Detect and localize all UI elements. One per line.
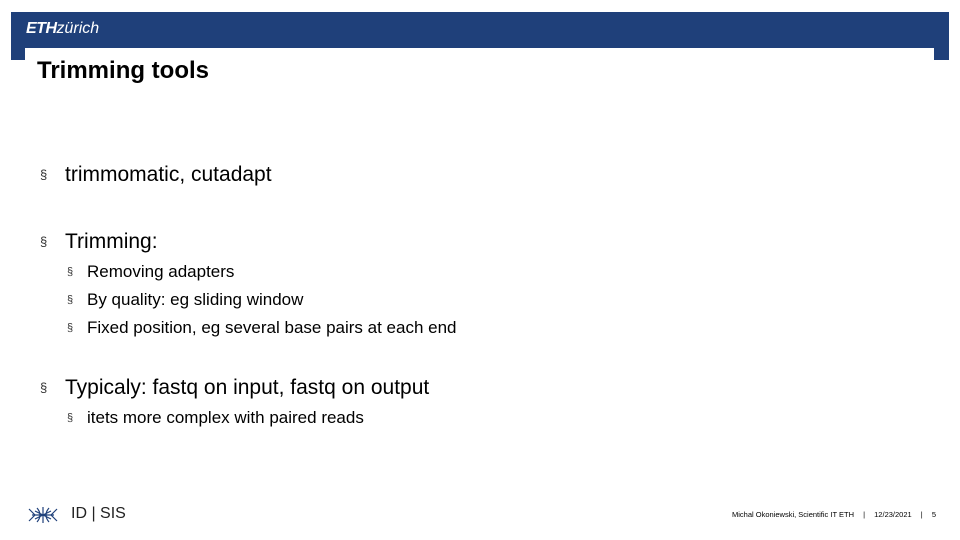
bullet-marker-icon: § (67, 322, 74, 334)
footer-date: 12/23/2021 (874, 510, 912, 519)
sub-bullet-text: By quality: eg sliding window (87, 290, 304, 309)
sub-bullet-text: Fixed position, eg several base pairs at each end (87, 318, 457, 337)
footer-page-number: 5 (931, 510, 936, 519)
bullet-item (40, 229, 158, 255)
footer-unit: ID | SIS (71, 505, 126, 522)
bullet-marker-icon: § (67, 266, 74, 278)
bullet-item (40, 162, 272, 188)
sub-bullet-item (67, 289, 303, 311)
bullet-marker-icon: § (67, 294, 74, 306)
bullet-item (40, 375, 429, 401)
logo-zurich-text: zürich (56, 20, 100, 37)
sub-bullet-text: Removing adapters (87, 262, 235, 281)
sub-bullet-item (67, 317, 457, 339)
bullet-text: Trimming: (65, 230, 158, 253)
bullet-text: trimmomatic, cutadapt (65, 163, 272, 186)
bullet-marker-icon: § (40, 380, 48, 395)
footer-separator: | (920, 510, 923, 519)
eth-logo (26, 19, 99, 39)
sub-bullet-text: itets more complex with paired reads (87, 408, 364, 427)
footer-separator: | (863, 510, 866, 519)
footer-meta (732, 509, 936, 521)
eth-fingerprint-logo-icon (27, 505, 59, 525)
footer-author: Michal Okoniewski, Scientific IT ETH (732, 510, 854, 519)
sub-bullet-item (67, 261, 234, 283)
bullet-marker-icon: § (40, 234, 48, 249)
slide-title: Trimming tools (37, 57, 210, 84)
bullet-marker-icon: § (67, 412, 74, 424)
logo-eth-text: ETH (26, 20, 57, 37)
bullet-marker-icon: § (40, 167, 48, 182)
bullet-text: Typicaly: fastq on input, fastq on output (65, 376, 430, 399)
sub-bullet-item (67, 407, 364, 429)
